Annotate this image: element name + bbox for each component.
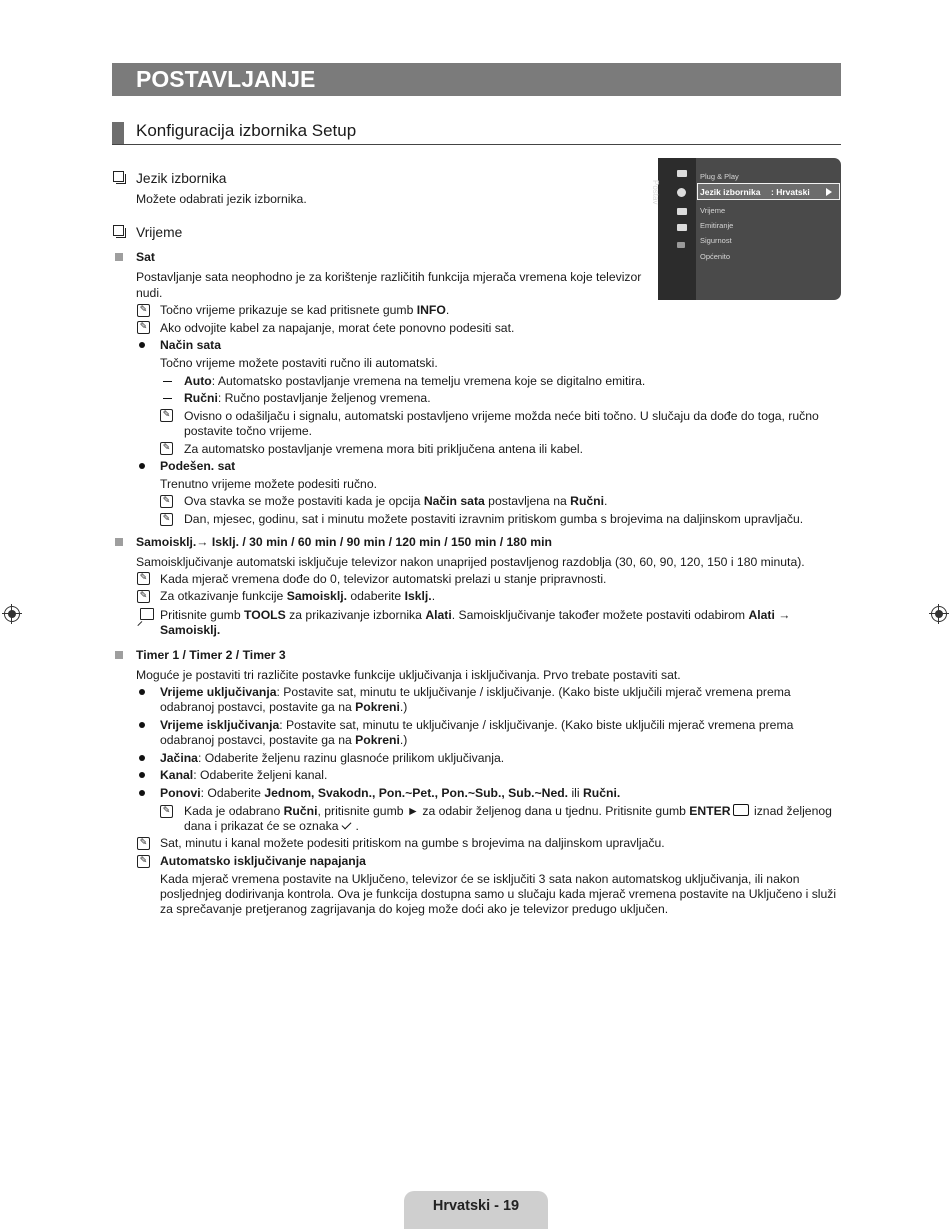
timer-jacina: Jačina: Odaberite željenu razinu glasnoće prilikom uključivanja. xyxy=(160,751,505,765)
note-icon: ✎ xyxy=(160,513,173,526)
page-number: Hrvatski - 19 xyxy=(432,1198,520,1214)
podesen-note1: Ova stavka se može postaviti kada je opcija Način sata postavljena na Ručni. xyxy=(184,494,608,508)
note-icon: ✎ xyxy=(137,321,150,334)
arrow-right-icon xyxy=(826,188,832,196)
section-rule xyxy=(112,144,841,145)
nacin-rucni: Ručni: Ručno postavljanje željenog vremena. xyxy=(184,391,431,405)
sat-note2: Ako odvojite kabel za napajanje, morat ćete ponovno podesiti sat. xyxy=(160,321,515,335)
checkmark-icon xyxy=(342,820,352,830)
samoiskl-desc: Samoisključivanje automatski isključuje televizor nakon unaprijed postavljenog razdoblja (30, 60, 90, 120, 150 i 180 minuta). xyxy=(136,555,805,569)
checkbox-bullet-icon xyxy=(113,171,124,182)
tv-menu-screenshot xyxy=(651,158,841,300)
nacin-note2: Za automatsko postavljanje vremena mora biti priključena antena ili kabel. xyxy=(184,442,584,456)
podesen-note2: Dan, mjesec, godinu, sat i minutu možete postaviti izravnim pritiskom gumba s brojevima na daljinskom upravljaču. xyxy=(184,512,804,526)
note-icon: ✎ xyxy=(137,590,150,603)
square-bullet-icon xyxy=(115,253,123,261)
tv-menu-item: Sigurnost xyxy=(700,236,732,245)
support-icon xyxy=(677,242,685,248)
auto-off-line2: posljednjeg dodirivanja kontrola. Ova je funkcija dostupna samo u slučaju kada mjerač vremena postavite na Uključeno i služi xyxy=(160,887,837,901)
section-marker xyxy=(112,122,124,144)
tv-menu-item: Plug & Play xyxy=(700,172,739,181)
note-icon: ✎ xyxy=(160,409,173,422)
samoiskl-note2: Za otkazivanje funkcije Samoisklj. odaberite Isklj.. xyxy=(160,589,436,603)
nacin-auto: Auto: Automatsko postavljanje vremena na temelju vremena koje se digitalno emitira. xyxy=(184,374,646,388)
tv-menu-selected-value: : Hrvatski xyxy=(771,187,810,197)
sat-note1: Točno vrijeme prikazuje se kad pritisnete gumb INFO. xyxy=(160,303,450,317)
timer-on-line1: Vrijeme uključivanja: Postavite sat, minutu te uključivanje / isključivanje. (Kako biste uključili mjerač vremena prema xyxy=(160,685,791,699)
note-icon: ✎ xyxy=(160,495,173,508)
samoiskl-tools-line1: Pritisnite gumb TOOLS za prikazivanje izbornika Alati. Samoisključivanje također možete postaviti odabirom Alati → xyxy=(160,608,791,622)
tv-menu-item: Vrijeme xyxy=(700,206,726,215)
timer-note-sat: Sat, minutu i kanal možete podesiti pritiskom na gumbe s brojevima na daljinskom upravljaču. xyxy=(160,836,665,850)
timer-desc: Moguće je postaviti tri različite postavke funkcije uključivanja i isključivanja. Prvo trebate postaviti sat. xyxy=(136,668,681,682)
note-icon: ✎ xyxy=(160,805,173,818)
bullet-dot-icon xyxy=(139,463,145,469)
enter-icon xyxy=(733,804,749,816)
samoiskl-note1: Kada mjerač vremena dođe do 0, televizor automatski prelazi u stanje pripravnosti. xyxy=(160,572,607,586)
nacin-note1-line1: Ovisno o odašiljaču i signalu, automatski postavljeno vrijeme možda neće biti točno. U slučaju da dođe do toga, ručno xyxy=(184,409,819,423)
note-icon: ✎ xyxy=(137,572,150,585)
heading-samoiskl: Samoisklj.→ Isklj. / 30 min / 60 min / 90 min / 120 min / 150 min / 180 min xyxy=(136,535,552,549)
note-icon: ✎ xyxy=(137,837,150,850)
jezik-desc: Možete odabrati jezik izbornika. xyxy=(136,192,307,206)
auto-off-line1: Kada mjerač vremena postavite na Uključeno, televizor će se isključiti 3 sata nakon automatskog uključivanja, ili nakon xyxy=(160,872,800,886)
tv-menu-selected-item xyxy=(697,183,840,200)
sound-icon xyxy=(677,208,687,215)
setup-gear-icon xyxy=(677,188,686,197)
ponovi-note-line2: dana i prikazat će se oznaka . xyxy=(184,819,359,833)
heading-vrijeme: Vrijeme xyxy=(136,225,183,240)
footer-page-tab xyxy=(404,1191,548,1229)
auto-off-line3: za sprečavanje pretjeranog zagrijavanja do kojeg može doći ako je televizor predugo uključen. xyxy=(160,902,669,916)
tv-menu-selected-label: Jezik izbornika xyxy=(700,187,761,197)
bullet-dot-icon xyxy=(139,342,145,348)
note-icon: ✎ xyxy=(137,304,150,317)
channel-icon xyxy=(677,224,687,231)
timer-on-line2: odabranoj postavci, postavite ga na Pokreni.) xyxy=(160,700,408,714)
tv-menu-item: Emitiranje xyxy=(700,221,734,230)
page-title: POSTAVLJANJE xyxy=(136,66,316,92)
square-bullet-icon xyxy=(115,538,123,546)
nacin-note1-line2: postavite točno vrijeme. xyxy=(184,424,313,438)
header-bar xyxy=(112,63,841,96)
dash-bullet-icon xyxy=(163,398,172,399)
note-icon: ✎ xyxy=(137,855,150,868)
podesen-desc: Trenutno vrijeme možete podesiti ručno. xyxy=(160,477,377,491)
note-icon: ✎ xyxy=(160,442,173,455)
heading-sat: Sat xyxy=(136,250,155,264)
heading-podesen-sat: Podešen. sat xyxy=(160,459,236,473)
timer-ponovi: Ponovi: Odaberite Jednom, Svakodn., Pon.~Pet., Pon.~Sub., Sub.~Ned. ili Ručni. xyxy=(160,786,621,800)
checkbox-bullet-icon xyxy=(113,225,124,236)
sat-desc-line1: Postavljanje sata neophodno je za korištenje različitih funkcija mjerača vremena koje televizor xyxy=(136,270,642,284)
samoiskl-tools-line2: Samoisklj. xyxy=(160,623,221,637)
nacin-desc: Točno vrijeme možete postaviti ručno ili automatski. xyxy=(160,356,438,370)
timer-off-line2: odabranoj postavci, postavite ga na Pokreni.) xyxy=(160,733,408,747)
bullet-dot-icon xyxy=(139,790,145,796)
heading-timer: Timer 1 / Timer 2 / Timer 3 xyxy=(136,648,286,662)
timer-off-line1: Vrijeme isključivanja: Postavite sat, minutu te uključivanje / isključivanje. (Kako biste uključili mjerač vremena prema xyxy=(160,718,794,732)
tv-menu-icon-column xyxy=(651,158,696,300)
bullet-dot-icon xyxy=(139,722,145,728)
registration-mark-icon xyxy=(4,606,20,622)
bullet-dot-icon xyxy=(139,689,145,695)
section-title: Konfiguracija izbornika Setup xyxy=(136,121,357,140)
bullet-dot-icon xyxy=(139,772,145,778)
heading-jezik: Jezik izbornika xyxy=(136,171,227,186)
timer-kanal: Kanal: Odaberite željeni kanal. xyxy=(160,768,328,782)
registration-mark-icon xyxy=(931,606,947,622)
bullet-dot-icon xyxy=(139,755,145,761)
heading-nacin-sata: Način sata xyxy=(160,338,221,352)
ponovi-note-line1: Kada je odabrano Ručni, pritisnite gumb ► za odabir željenog dana u tjednu. Pritisnite gumb ENTER iznad željenog xyxy=(184,804,832,818)
sat-desc-line2: nudi. xyxy=(136,286,163,300)
tv-menu-side-label: Postav xyxy=(651,180,660,205)
dash-bullet-icon xyxy=(163,381,172,382)
square-bullet-icon xyxy=(115,651,123,659)
tools-icon xyxy=(140,608,154,620)
heading-auto-off: Automatsko isključivanje napajanja xyxy=(160,854,366,868)
tv-menu-item: Općenito xyxy=(700,252,731,261)
input-icon xyxy=(677,170,687,177)
